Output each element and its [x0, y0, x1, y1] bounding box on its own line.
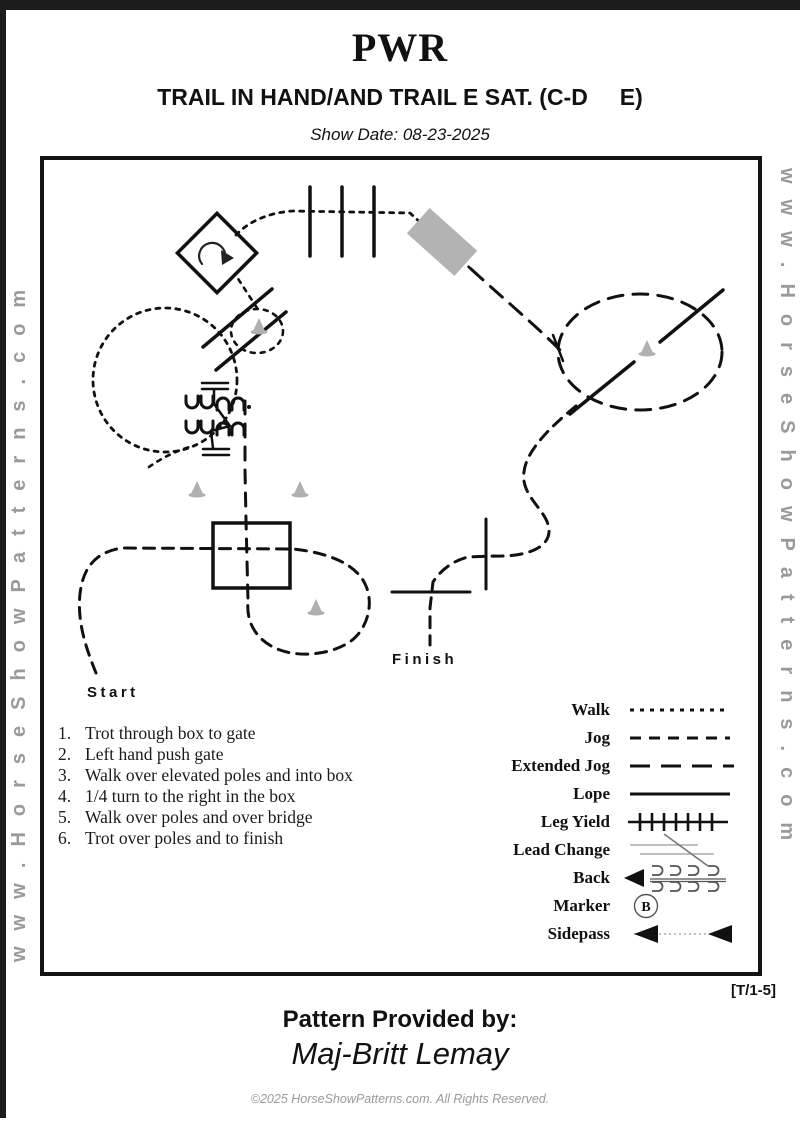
marker-icon — [622, 892, 742, 920]
lope-line-icon — [622, 780, 742, 808]
provider-name: Maj-Britt Lemay — [291, 1036, 509, 1071]
ground-poles-trio — [310, 187, 374, 256]
instruction-item: 6. Trot over poles and to finish — [58, 828, 284, 848]
gait-legend — [482, 696, 742, 948]
cone — [639, 340, 656, 357]
instruction-item: 2. Left hand push gate — [58, 744, 224, 764]
cone — [189, 481, 206, 498]
legend-item-sidepass: Sidepass — [482, 920, 742, 948]
copyright-text: ©2025 HorseShowPatterns.com. All Rights Reserved. — [250, 1092, 550, 1106]
back-icon — [622, 864, 742, 892]
gate-diamond — [177, 213, 256, 292]
legend-item-jog: Jog — [482, 724, 742, 752]
leg-yield-icon — [622, 808, 742, 836]
show-date: Show Date: 08-23-2025 — [310, 125, 490, 144]
cone — [308, 599, 325, 616]
svg-text:B: B — [641, 900, 651, 915]
legend-item-extended-jog: Extended Jog — [482, 752, 742, 780]
sidepass-icon — [622, 920, 742, 948]
class-subtitle: TRAIL IN HAND/AND TRAIL E SAT. (C-D E) — [157, 84, 643, 110]
instruction-list — [58, 724, 398, 850]
top-edge-bar — [0, 0, 800, 10]
legend-item-walk: Walk — [482, 696, 742, 724]
watermark-left: www.HorseShowPatterns.com — [8, 273, 30, 962]
legend-item-back: Back — [482, 864, 742, 892]
jog-line-icon — [622, 724, 742, 752]
circle-to-poles-path — [149, 445, 196, 467]
lead-change-icon — [622, 836, 742, 864]
provided-by-label: Pattern Provided by: — [282, 1006, 518, 1033]
legend-item-lope: Lope — [482, 780, 742, 808]
finish-label: Finish — [392, 651, 458, 668]
instruction-item: 5. Walk over poles and over bridge — [58, 807, 313, 827]
page-title: PWR — [351, 25, 449, 70]
instruction-item: 3. Walk over elevated poles and into box — [58, 765, 353, 785]
trail-box-obstacle — [213, 523, 290, 588]
start-path-loop — [79, 548, 369, 673]
exit-path-to-finish — [430, 406, 576, 645]
cones — [189, 318, 656, 616]
watermark-right: www.HorseShowPatterns.com — [776, 168, 798, 857]
cone — [251, 318, 268, 335]
pattern-code: [T/1-5] — [731, 982, 776, 999]
cone — [292, 481, 309, 498]
bridge-obstacle — [407, 208, 477, 276]
jog-path-to-ellipse — [471, 269, 560, 350]
legend-item-marker: Marker B — [482, 892, 742, 920]
extended-jog-line-icon — [622, 752, 742, 780]
instruction-item: 4. 1/4 turn to the right in the box — [58, 786, 296, 806]
start-label: Start — [87, 684, 139, 701]
walk-line-icon — [622, 696, 742, 724]
left-edge-bar — [0, 0, 6, 1118]
instruction-item: 1. Trot through box to gate — [58, 723, 256, 743]
legend-item-leg-yield: Leg Yield — [482, 808, 742, 836]
legend-item-lead-change: Lead Change — [482, 836, 742, 864]
